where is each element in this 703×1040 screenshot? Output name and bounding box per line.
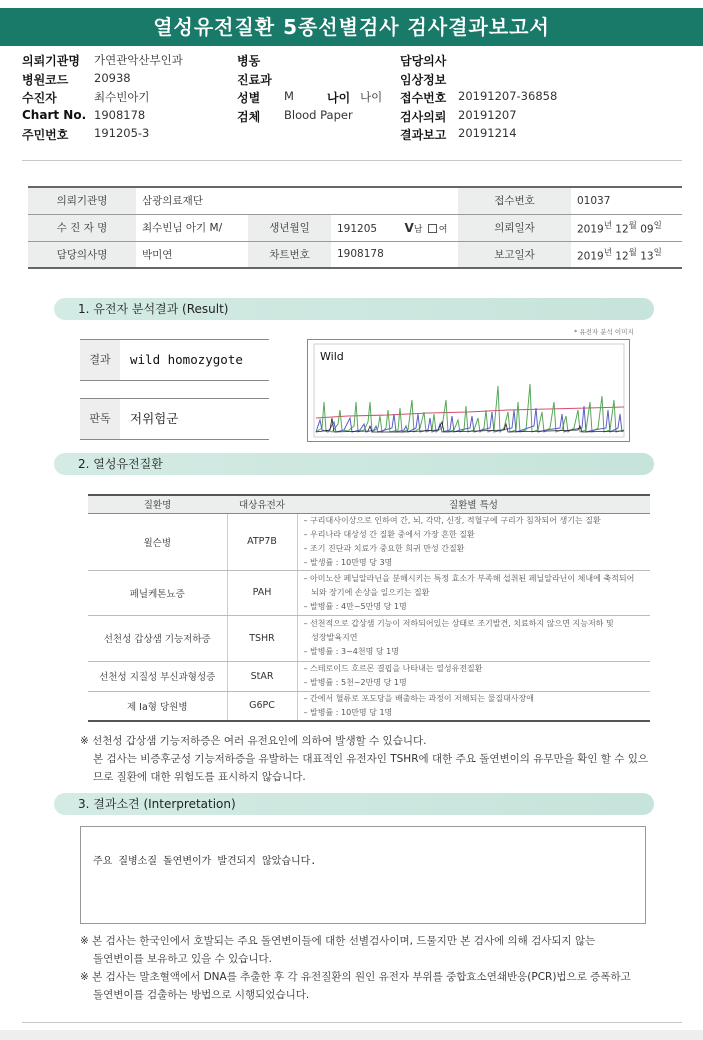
disease-gene: G6PC [227,691,297,721]
feature-line: – 간에서 혈류로 포도당을 배출하는 과정이 저해되는 물질대사장애 [303,693,534,703]
note-line: ※ 본 검사는 말초혈액에서 DNA를 추출한 후 각 유전질환의 원인 유전자 부위를 중합효소연쇄반응(PCR)법으로 증폭하고 [80,971,631,983]
agency-value: 삼광의료재단 [136,187,458,214]
patient-label: 수 진 자 명 [28,214,136,241]
disease-name: 선천성 지질성 부신과형성증 [88,661,227,691]
interpretation-text: 주요 질병소질 돌연변이가 발견되지 않았습니다. [93,856,317,867]
feature-line: – 발병률 : 10만명 당 1명 [303,707,393,717]
feature-line: – 구리대사이상으로 인하여 간, 뇌, 각막, 신장, 적혈구에 구리가 침착되어 생기는 질환 [303,515,601,525]
header-value: 20191207-36858 [458,89,558,103]
chromatogram-svg [308,340,629,441]
table-row [88,570,650,615]
header-value: 나이 [360,90,383,104]
header-value: 20938 [94,70,131,85]
table-row [88,615,650,661]
doctor-value: 박미연 [136,241,248,268]
table-row [88,661,650,691]
request-year: 2019 [577,223,604,236]
report-title: 열성유전질환 5종선별검사 검사결과보고서 [0,8,703,46]
year-unit: 년 [603,248,612,258]
note-line: 돌연변이를 보유하고 있을 수 있습니다. [93,953,272,965]
disease-gene: ATP7B [227,513,297,570]
disease-name: 페닐케톤뇨증 [88,570,227,615]
feature-line: – 발병률 : 4만~5만명 당 1명 [303,601,407,611]
header-key: 진료과 [237,72,272,87]
birth-label: 생년월일 [248,214,331,241]
header-key: 병동 [237,54,261,68]
header-key: Chart No. [22,107,87,122]
disease-features [297,570,650,615]
header-value: Blood Paper [284,107,353,122]
footer-notes [80,932,660,1004]
check-mark: V [404,220,414,235]
header-value: 1908178 [94,107,146,122]
result-value: wild homozygote [130,352,243,367]
header-key: 성별 [237,91,261,105]
judge-value: 저위험군 [130,411,179,426]
report-month: 12 [615,250,629,263]
disease-table [88,494,650,722]
column-header: 대상유전자 [227,495,297,513]
result-box [80,339,269,381]
header-info [22,52,682,145]
analysis-image-note: * 유전자 분석 이미지 [574,328,634,336]
feature-line: – 발병률 : 5천~2만명 당 1명 [303,678,407,687]
feature-line: 성장발육지연 [303,633,358,642]
feature-line: – 선천적으로 갑상샘 기능이 저하되어있는 상태로 조기발견, 치료하지 않으면 지능저하 및 [303,619,614,628]
disease-features [297,661,650,691]
section-result-title: 1. 유전자 분석결과 (Result) [54,298,654,320]
judge-box [80,398,269,440]
note-line: ※ 선천성 갑상샘 기능저하증은 여러 유전요인에 의하여 발생할 수 있습니다. [80,735,427,747]
chart-value: 1908178 [331,241,458,268]
table-row [88,691,650,721]
section-interpretation-title: 3. 결과소견 (Interpretation) [54,793,654,815]
header-key: 접수번호 [400,91,447,105]
month-unit: 월 [628,221,637,232]
checkbox-female [428,224,437,233]
table-row [88,513,650,570]
note-line: ※ 본 검사는 한국인에서 호발되는 주요 돌연변이들에 대한 선별검사이며, 드물지만 본 검사에 의해 검사되지 않는 [80,935,596,947]
header-key: 병원코드 [22,72,69,87]
section-disease-title: 2. 열성유전질환 [54,453,654,475]
patient-value: 최수빈님 아기 M/ [136,214,248,241]
disease-name: 윌슨병 [88,513,227,570]
header-value: M [284,89,294,103]
year-unit: 년 [603,221,612,232]
birth-cell [331,214,458,241]
day-unit: 일 [653,248,662,258]
header-value: 가연관악산부인과 [94,53,183,67]
header-value: 20191214 [458,126,517,140]
chromatogram-image [307,339,630,442]
feature-line: – 발생률 : 10만명 당 3명 [303,557,393,567]
feature-line: – 아미노산 페닐알라닌을 분해시키는 특정 효소가 부족해 섭취된 페닐알라닌이 체내에 축적되어 [303,573,635,583]
report-day: 13 [640,250,654,263]
doctor-label: 담당의사명 [28,241,136,268]
request-day: 09 [640,223,654,236]
header-key: 결과보고 [400,128,447,142]
header-value: 20191207 [458,107,517,122]
note-line: 므로 질환에 대한 위험도를 표시하지 않습니다. [93,771,306,783]
divider [22,1022,682,1023]
disease-note [80,732,660,786]
report-label: 보고일자 [458,241,571,268]
birth-value: 191205 [337,222,378,235]
header-key: 주민번호 [22,128,69,142]
column-header: 질환명 [88,495,227,513]
sex-female-label: 여 [438,224,448,235]
request-month: 12 [615,223,629,236]
note-line: 돌연변이를 검출하는 방법으로 시행되었습니다. [93,989,310,1001]
result-label: 결과 [80,340,120,380]
chart-label: 차트번호 [248,241,331,268]
agency-label: 의뢰기관명 [28,187,136,214]
feature-line: – 스테로이드 호르몬 결핍을 나타내는 열성유전질환 [303,664,483,673]
header-key: 검사의뢰 [400,109,447,124]
report-year: 2019 [577,250,604,263]
feature-line: – 조기 진단과 치료가 중요한 희귀 만성 간질환 [303,543,465,553]
patient-info-table [28,186,682,269]
header-value: 최수빈아기 [94,90,150,104]
report-date [571,241,682,268]
feature-line: – 발병률 : 3~4천명 당 1명 [303,647,399,656]
disease-gene: StAR [227,661,297,691]
header-key: 검체 [237,109,261,124]
sex-male-label: 남 [413,224,423,235]
disease-features [297,615,650,661]
interpretation-box [80,826,646,924]
feature-line: 뇌와 장기에 손상을 일으키는 질환 [303,587,430,597]
header-key: 의뢰기관명 [22,54,80,68]
month-unit: 월 [628,248,637,258]
header-key: 담당의사 [400,54,447,68]
disease-gene: TSHR [227,615,297,661]
request-date [571,214,682,241]
judge-label: 판독 [80,399,120,439]
disease-features [297,691,650,721]
disease-gene: PAH [227,570,297,615]
column-header: 질환별 특성 [297,495,650,513]
feature-line: – 우리나라 대상성 간 질환 중에서 가장 흔한 질환 [303,529,475,539]
divider [22,160,682,161]
page-bottom-bar [0,1030,703,1040]
request-label: 의뢰일자 [458,214,571,241]
note-line: 본 검사는 비증후군성 기능저하증을 유발하는 대표적인 유전자인 TSHR에 대한 주요 돌연변이의 유무만을 확인 할 수 있으 [93,753,649,765]
receipt-value: 01037 [571,187,682,214]
disease-features [297,513,650,570]
header-key: 수진자 [22,91,57,105]
header-key: 나이 [327,91,351,105]
receipt-label: 접수번호 [458,187,571,214]
header-value: 191205-3 [94,126,150,140]
disease-name: 선천성 갑상샘 기능저하증 [88,615,227,661]
chromatogram-label: Wild [320,350,344,363]
day-unit: 일 [653,221,662,232]
disease-name: 제 Ia형 당원병 [88,691,227,721]
header-key: 임상정보 [400,72,447,87]
